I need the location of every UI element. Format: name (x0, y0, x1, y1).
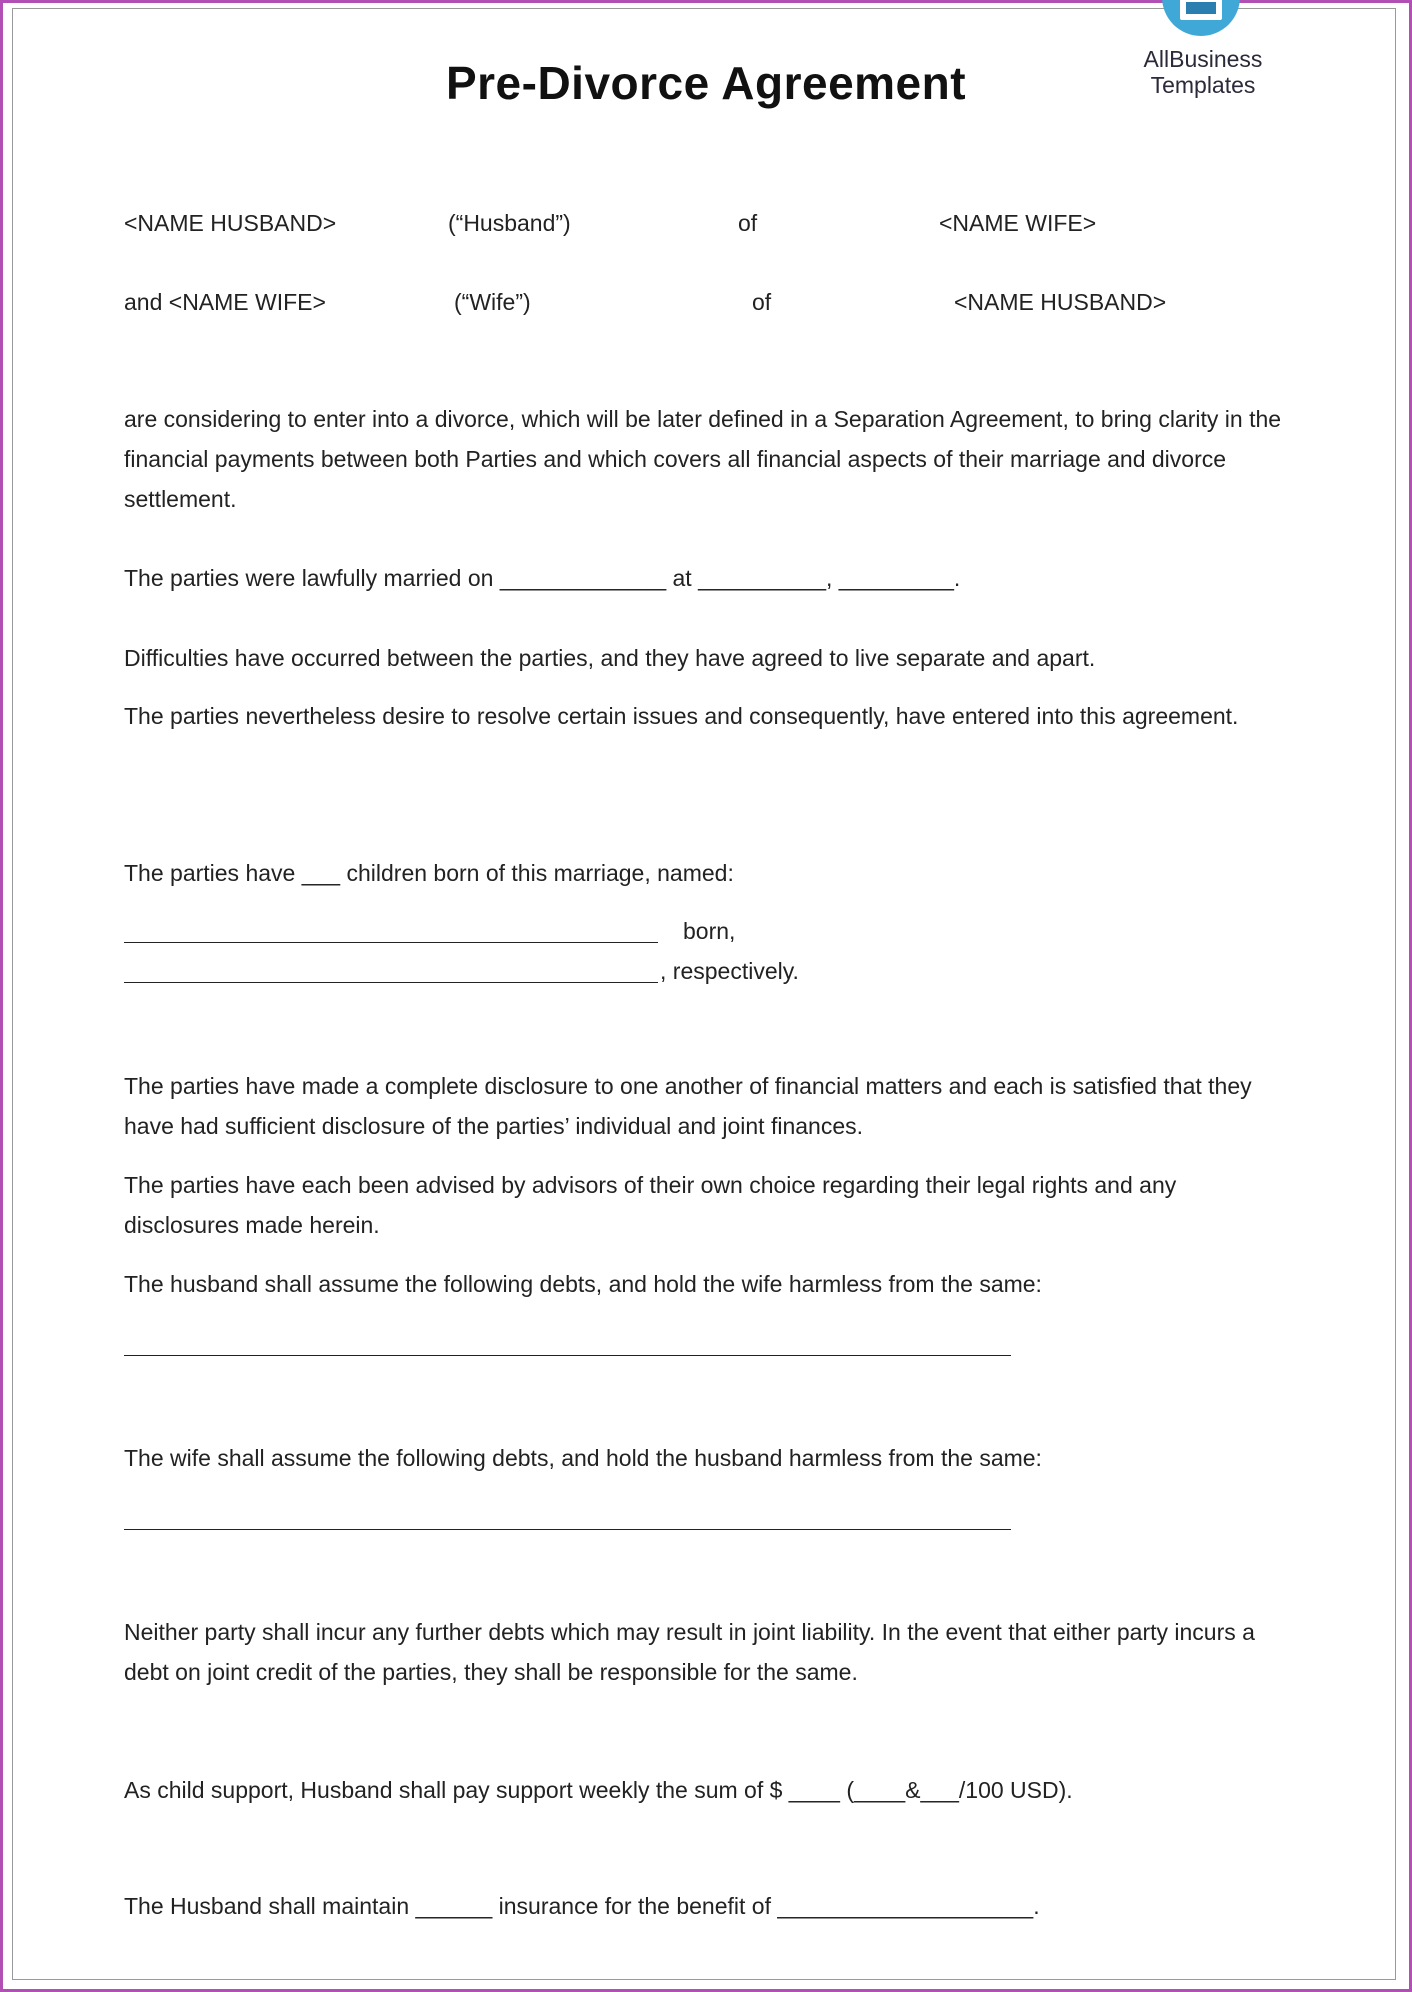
wife-debts-paragraph: The wife shall assume the following debts, and hold the husband harmless from the same: (124, 1445, 1042, 1471)
party2-of: of (752, 289, 772, 315)
no-debts-paragraph: Neither party shall incur any further debts which may result in joint liability. In the event that either party incurs a debt on joint credit of the parties, they shall be responsible for the same. (124, 1619, 1255, 1685)
laptop-icon (1180, 0, 1222, 20)
child-name-line-2 (124, 982, 658, 983)
wife-debts-line (124, 1529, 1011, 1530)
husband-debts-line (124, 1355, 1011, 1356)
marriage-paragraph: The parties were lawfully married on _____________ at __________, _________. (124, 565, 961, 591)
respectively-label: , respectively. (660, 958, 799, 984)
logo-line-2: Templates (1150, 72, 1256, 98)
disclosure-paragraph: The parties have made a complete disclosure to one another of financial matters and each is satisfied that they have had sufficient disclosure of the parties’ individual and joint finances. (124, 1073, 1252, 1139)
party1-address: <NAME WIFE> (939, 210, 1097, 236)
party1-of: of (738, 210, 758, 236)
born-label: born, (683, 918, 736, 944)
logo-line-1: AllBusiness (1143, 46, 1263, 72)
difficulties-paragraph: Difficulties have occurred between the parties, and they have agreed to live separate and apart. (124, 645, 1096, 671)
party2-name: and <NAME WIFE> (124, 289, 326, 315)
party1-role: (“Husband”) (448, 210, 571, 236)
logo-badge-icon (1162, 0, 1240, 36)
child-name-line-1 (124, 942, 658, 943)
party2-address: <NAME HUSBAND> (954, 289, 1167, 315)
children-paragraph: The parties have ___ children born of this marriage, named: (124, 860, 734, 886)
document-title: Pre-Divorce Agreement (445, 57, 967, 109)
party2-role: (“Wife”) (454, 289, 531, 315)
husband-debts-paragraph: The husband shall assume the following debts, and hold the wife harmless from the same: (124, 1271, 1042, 1297)
desire-paragraph: The parties nevertheless desire to resolve certain issues and consequently, have entered into this agreement. (124, 703, 1239, 729)
insurance-paragraph: The Husband shall maintain ______ insurance for the benefit of ____________________. (124, 1893, 1040, 1919)
child-support-paragraph: As child support, Husband shall pay support weekly the sum of $ ____ (____&___/100 USD). (124, 1777, 1073, 1803)
advised-paragraph: The parties have each been advised by advisors of their own choice regarding their legal rights and any disclosures made herein. (124, 1172, 1177, 1238)
party1-name: <NAME HUSBAND> (124, 210, 337, 236)
intro-paragraph: are considering to enter into a divorce, which will be later defined in a Separation Agreement, to bring clarity in the financial payments between both Parties and which covers all financial aspects of their marriage and divorce settlement. (124, 406, 1282, 512)
